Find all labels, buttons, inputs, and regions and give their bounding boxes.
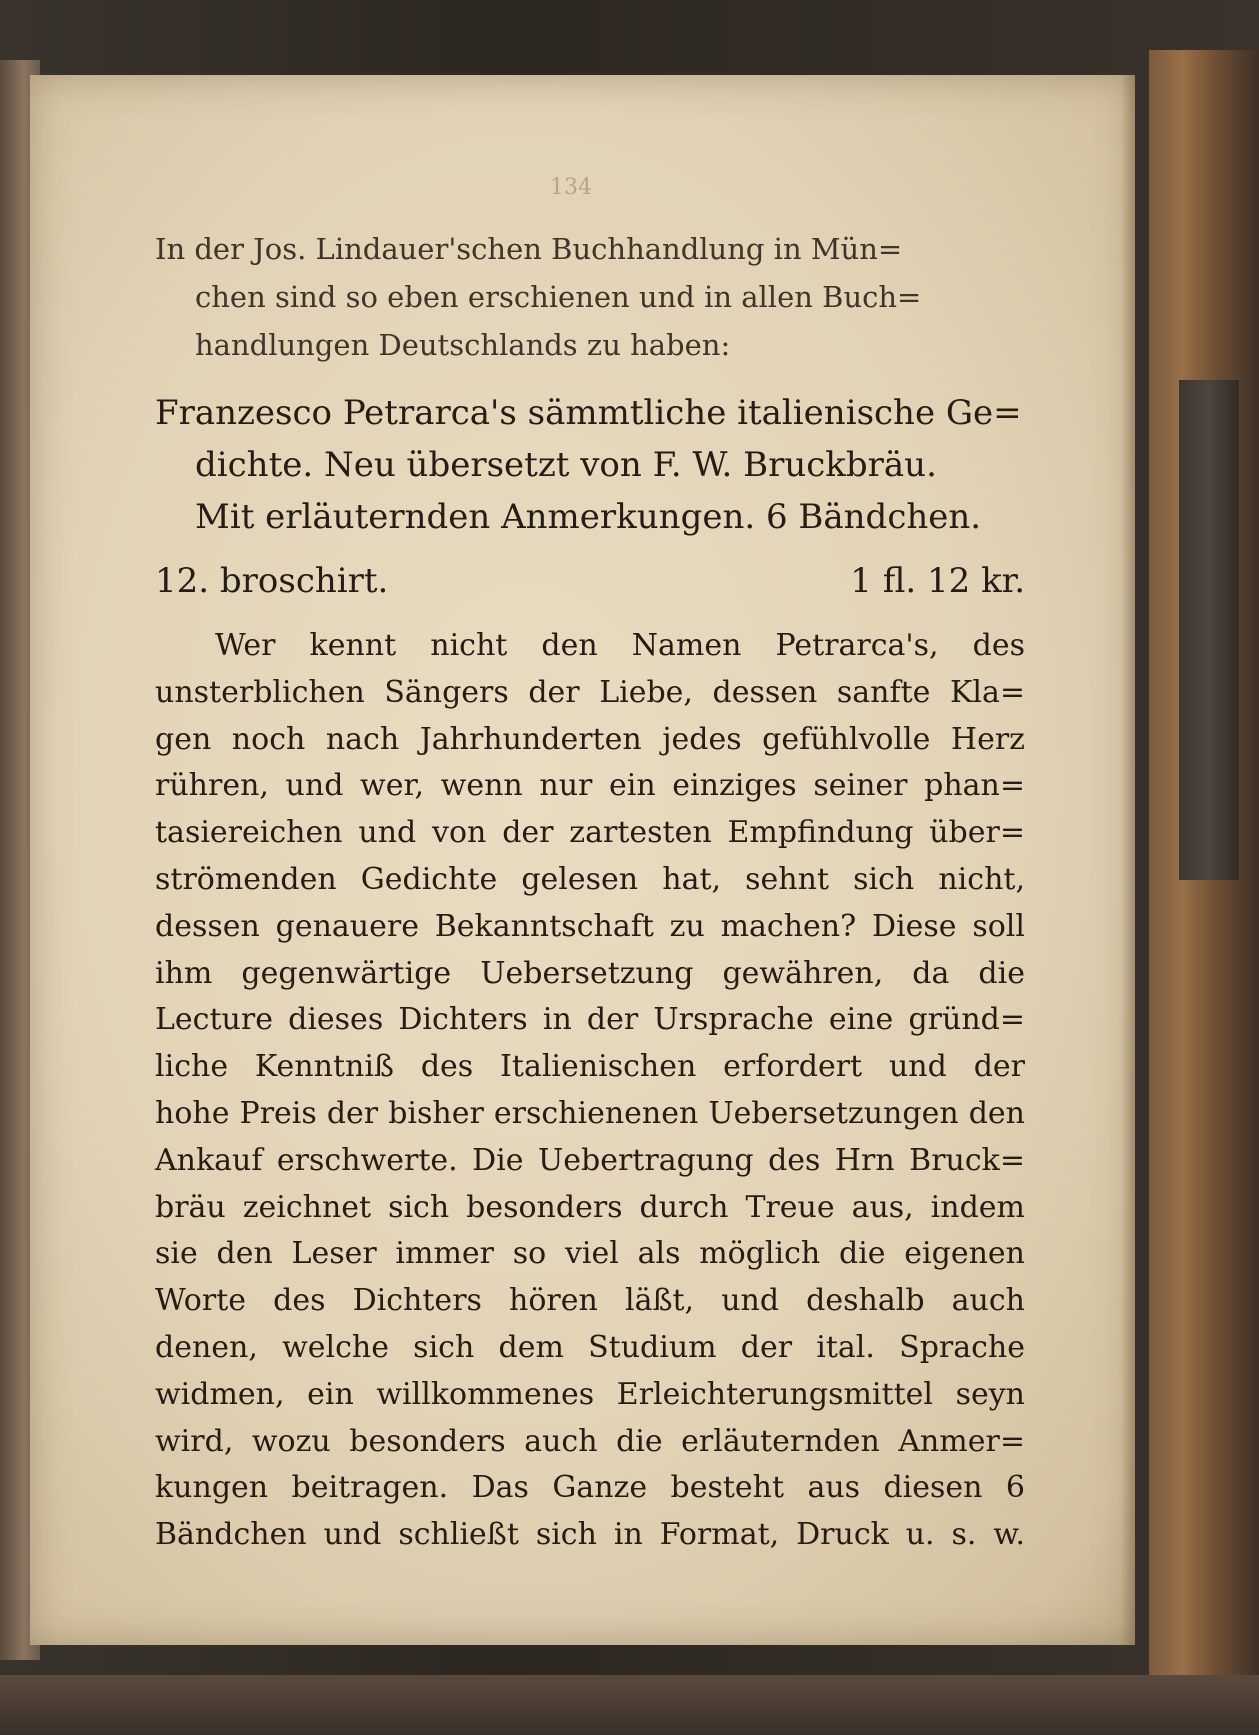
- title-line: dichte. Neu übersetzt von F. W. Bruckbräu.: [195, 445, 937, 485]
- notice-line: chen sind so eben erschienen und in allen Buch=: [195, 280, 922, 314]
- notice-line: handlungen Deutschlands zu haben:: [195, 328, 731, 362]
- publisher-notice: [155, 225, 1025, 369]
- description-line: strömenden Gedichte gelesen hat, sehnt sich nicht,: [155, 861, 1025, 897]
- book-price: 1 fl. 12 kr.: [850, 561, 1025, 601]
- book-page: [30, 75, 1135, 1645]
- book-title: [155, 387, 1025, 543]
- description-line: liche Kenntniß des Italienischen erfordert und der: [155, 1049, 1025, 1085]
- description-line: Ankauf erschwerte. Die Uebertragung des Hrn Bruck=: [155, 1142, 1025, 1178]
- book-cover-right-edge: [1149, 50, 1259, 1690]
- book-description: [155, 623, 1025, 1559]
- book-cover-bottom-edge: [0, 1675, 1259, 1735]
- description-line: Wer kennt nicht den Namen Petrarca's, des: [215, 628, 1025, 663]
- title-line: Franzesco Petrarca's sämmtliche italienische Ge=: [155, 393, 1022, 433]
- description-line: rühren, und wer, wenn nur ein einziges seiner phan=: [155, 768, 1025, 804]
- description-line: Lecture dieses Dichters in der Ursprache eine gründ=: [155, 1002, 1025, 1038]
- description-line: gen noch nach Jahrhunderten jedes gefühlvolle Herz: [155, 721, 1025, 757]
- description-line: dessen genauere Bekanntschaft zu machen? Diese soll: [155, 908, 1025, 944]
- notice-line: In der Jos. Lindauer'schen Buchhandlung in Mün=: [155, 232, 903, 266]
- description-line: bräu zeichnet sich besonders durch Treue aus, indem: [155, 1189, 1025, 1225]
- description-line: hohe Preis der bisher erschienenen Uebersetzungen den: [155, 1095, 1025, 1131]
- description-line: denen, welche sich dem Studium der ital. Sprache: [155, 1329, 1025, 1365]
- title-line: Mit erläuternden Anmerkungen. 6 Bändchen.: [195, 497, 982, 537]
- cover-worn-patch: [1179, 380, 1239, 880]
- book-format: 12. broschirt.: [155, 561, 389, 601]
- page-number: 134: [550, 175, 592, 200]
- description-line: Bändchen und schließt sich in Format, Druck u. s. w.: [155, 1517, 1025, 1553]
- format-price-row: [155, 555, 1025, 607]
- description-line: unsterblichen Sängers der Liebe, dessen sanfte Kla=: [155, 674, 1025, 710]
- description-line: ihm gegenwärtige Uebersetzung gewähren, da die: [155, 955, 1025, 991]
- description-line: Worte des Dichters hören läßt, und deshalb auch: [155, 1283, 1025, 1319]
- page-text: [155, 225, 1025, 1559]
- description-line: wird, wozu besonders auch die erläuternden Anmer=: [155, 1423, 1025, 1459]
- description-line: widmen, ein willkommenes Erleichterungsmittel seyn: [155, 1376, 1025, 1412]
- description-line: kungen beitragen. Das Ganze besteht aus diesen 6: [155, 1470, 1025, 1506]
- description-line: sie den Leser immer so viel als möglich die eigenen: [155, 1236, 1025, 1272]
- page-edge-shadow: [1121, 75, 1135, 1645]
- description-line: tasiereichen und von der zartesten Empfindung über=: [155, 815, 1025, 851]
